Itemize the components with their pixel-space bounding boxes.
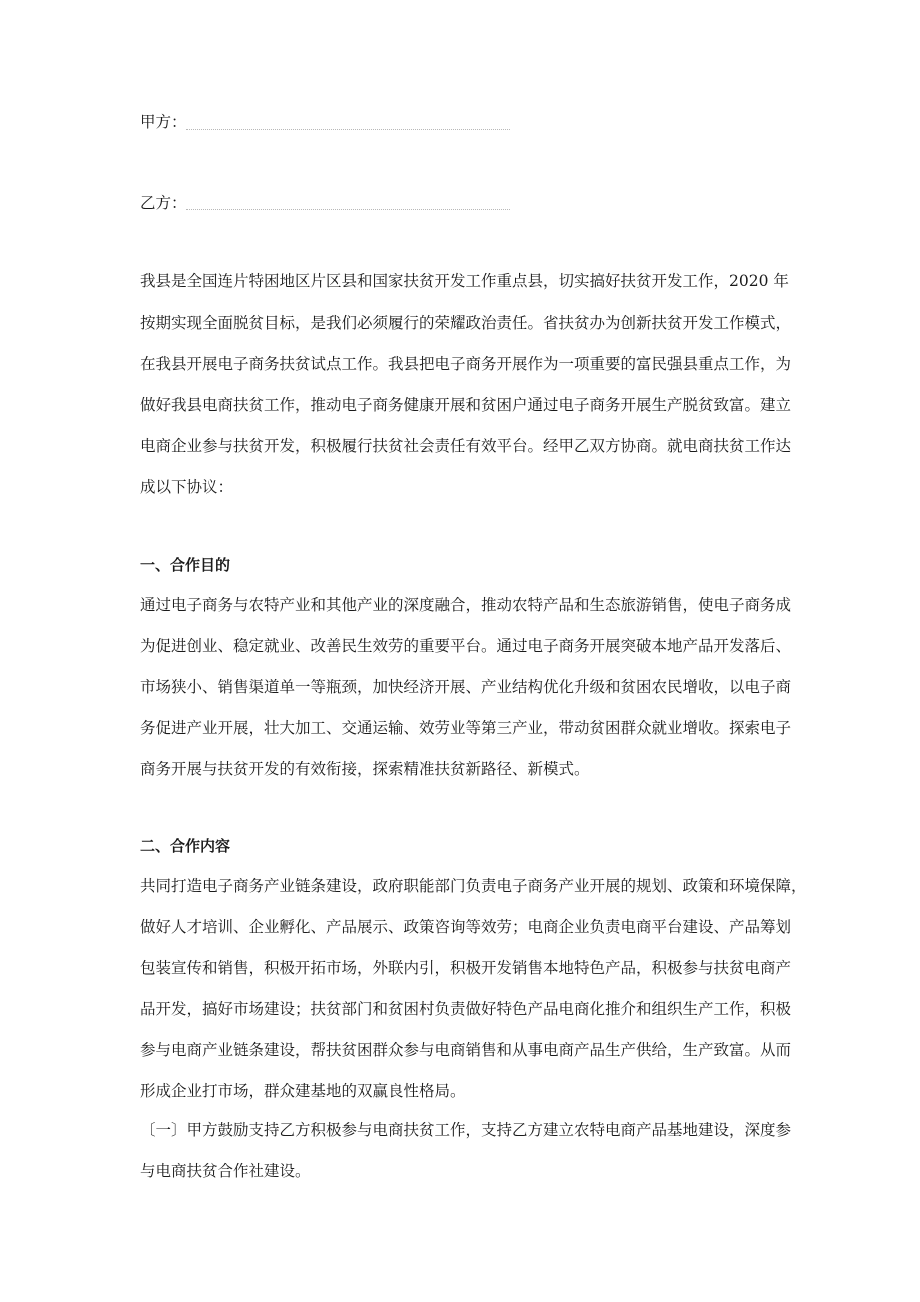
party-a-blank-line [186, 129, 510, 130]
section1-line: 为促进创业、稳定就业、改善民生效劳的重要平台。通过电子商务开展突破本地产品开发落后、 [140, 637, 792, 655]
section2-heading: 二、合作内容 [140, 837, 231, 855]
section2-line: 品开发，搞好市场建设；扶贫部门和贫困村负责做好特色产品电商化推介和组织生产工作，积极 [140, 1000, 792, 1018]
section1-heading: 一、合作目的 [140, 556, 231, 574]
party-b-blank-line [186, 209, 510, 210]
section2-line: 做好人才培训、企业孵化、产品展示、政策咨询等效劳；电商企业负责电商平台建设、产品筹划 [140, 918, 792, 936]
section2-line: 形成企业打市场，群众建基地的双赢良性格局。 [140, 1082, 466, 1100]
section2-line: 共同打造电子商务产业链条建设，政府职能部门负责电子商务产业开展的规划、政策和环境保障， [140, 877, 807, 895]
section1-line: 务促进产业开展，壮大加工、交通运输、效劳业等第三产业，带动贫困群众就业增收。探索电子 [140, 719, 792, 737]
intro-line: 电商企业参与扶贫开发，积极履行扶贫社会责任有效平台。经甲乙双方协商。就电商扶贫工作达 [140, 437, 792, 455]
section1-line: 市场狭小、销售渠道单一等瓶颈，加快经济开展、产业结构优化升级和贫困农民增收，以电子商 [140, 678, 792, 696]
section2-line: 参与电商产业链条建设，帮扶贫困群众参与电商销售和从事电商产品生产供给，生产致富。从而 [140, 1041, 792, 1059]
intro-line: 成以下协议： [140, 478, 234, 496]
section2-line: 与电商扶贫合作社建设。 [140, 1162, 311, 1180]
section1-line: 通过电子商务与农特产业和其他产业的深度融合，推动农特产品和生态旅游销售，使电子商务成 [140, 596, 792, 614]
intro-line: 我县是全国连片特困地区片区县和国家扶贫开发工作重点县，切实搞好扶贫开发工作，2020 年 [140, 272, 789, 290]
intro-line: 按期实现全面脱贫目标，是我们必须履行的荣耀政治责任。省扶贫办为创新扶贫开发工作模式， [140, 314, 792, 332]
intro-line: 在我县开展电子商务扶贫试点工作。我县把电子商务开展作为一项重要的富民强县重点工作，为 [140, 355, 792, 373]
section2-line: 〔一〕甲方鼓励支持乙方积极参与电商扶贫工作，支持乙方建立农特电商产品基地建设，深度参 [140, 1121, 792, 1139]
intro-line: 做好我县电商扶贫工作，推动电子商务健康开展和贫困户通过电子商务开展生产脱贫致富。建立 [140, 396, 792, 414]
section2-line: 包装宣传和销售，积极开拓市场，外联内引，积极开发销售本地特色产品，积极参与扶贫电商产 [140, 959, 792, 977]
party-b-label: 乙方： [140, 194, 187, 212]
section1-line: 商务开展与扶贫开发的有效衔接，探索精准扶贫新路径、新模式。 [140, 760, 590, 778]
party-a-label: 甲方： [140, 113, 187, 131]
